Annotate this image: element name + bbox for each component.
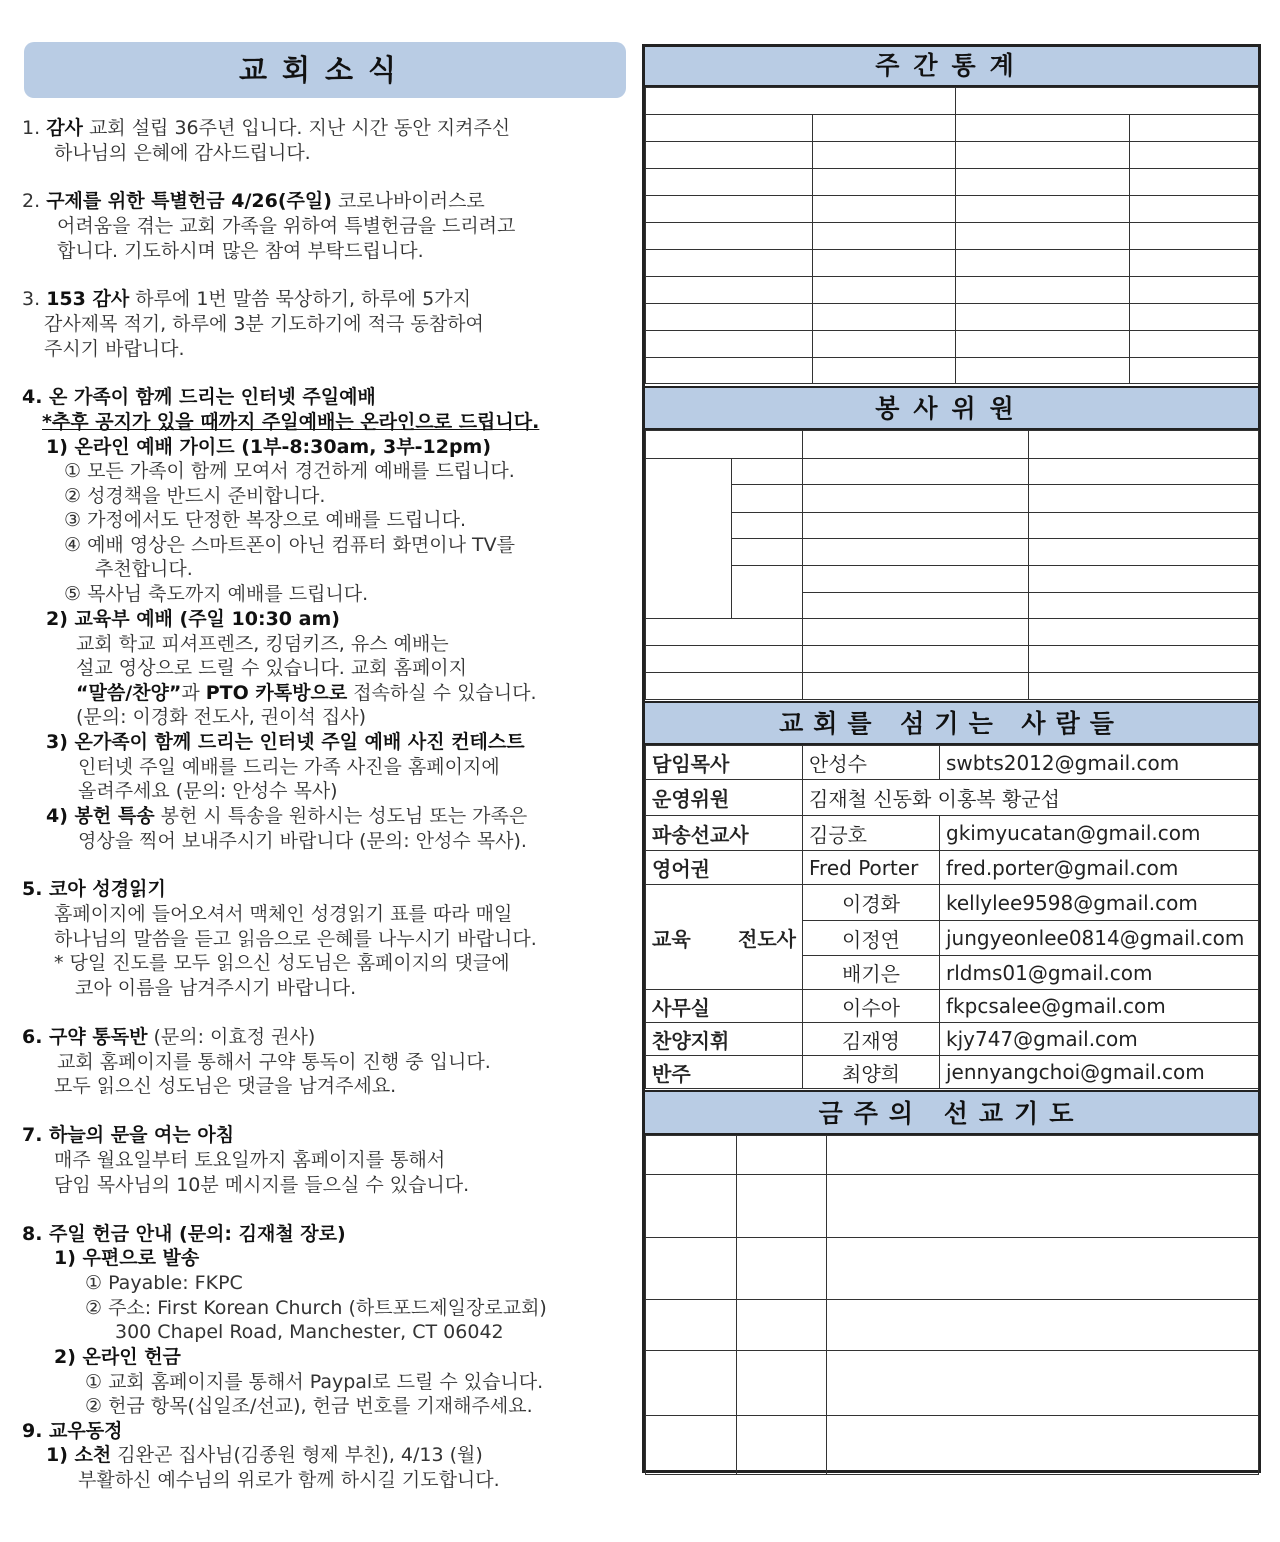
- item-heading: 구제를 위한 특별헌금 4/26(주일): [46, 190, 332, 212]
- staff-email: jungyeonlee0814@gmail.com: [940, 921, 1259, 956]
- item-heading: 153 감사: [46, 288, 130, 310]
- staff-row: [646, 816, 1259, 851]
- staff-email: gkimyucatan@gmail.com: [940, 816, 1259, 851]
- staff-name: 김재철 신동화 이홍복 황군섭: [803, 780, 1259, 816]
- stats-cell: [1130, 196, 1259, 223]
- volunteer-cell: [803, 431, 1029, 459]
- weekly-stats-title: 주간통계: [645, 47, 1258, 87]
- staff-name: 이정연: [803, 921, 940, 956]
- news-item-4-sub-4: [46, 804, 527, 828]
- sub-3-line: 올려주세요 (문의: 안성수 목사): [78, 780, 338, 802]
- stats-cell: [1130, 250, 1259, 277]
- news-item-9-line: 부활하신 예수님의 위로가 함께 하시길 기도합니다.: [78, 1469, 500, 1491]
- volunteer-cell: [732, 513, 803, 539]
- stats-cell: [813, 169, 956, 196]
- staff-role: 교육 전도사: [646, 885, 803, 990]
- volunteer-cell: [732, 539, 803, 566]
- prayer-cell: [646, 1238, 737, 1300]
- sub-2-text: 접속하실 수 있습니다.: [347, 682, 537, 704]
- staff-email: fred.porter@gmail.com: [940, 851, 1259, 885]
- staff-role: 사무실: [646, 990, 803, 1023]
- volunteer-cell: [803, 539, 1029, 566]
- volunteer-cell: [803, 646, 1029, 673]
- stats-cell: [1130, 331, 1259, 358]
- guide-item: ④ 예배 영상은 스마트폰이 아닌 컴퓨터 화면이나 TV를: [64, 534, 515, 556]
- volunteer-cell: [803, 485, 1029, 513]
- news-item-3-line: 주시기 바랍니다.: [44, 338, 185, 360]
- news-item-8-sub-2: 2) 온라인 헌금: [54, 1346, 181, 1368]
- guide-item: ③ 가정에서도 단정한 복장으로 예배를 드립니다.: [64, 509, 466, 531]
- church-news-title: 교회소식: [24, 42, 626, 98]
- stats-cell: [956, 88, 1259, 115]
- sub-heading: 1) 소천: [46, 1444, 112, 1466]
- mail-item: ② 주소: First Korean Church (하트포드제일장로교회): [85, 1297, 547, 1319]
- stats-cell: [1130, 277, 1259, 304]
- stats-cell: [646, 304, 813, 331]
- volunteer-cell: [646, 619, 803, 646]
- item-number: 2.: [22, 190, 41, 212]
- news-item-3-line: 감사제목 적기, 하루에 3분 기도하기에 적극 동참하여: [44, 313, 484, 335]
- staff-email: swbts2012@gmail.com: [940, 746, 1259, 780]
- volunteer-cell: [803, 566, 1029, 593]
- news-item-1: [22, 116, 510, 140]
- mail-item: ① Payable: FKPC: [85, 1272, 243, 1294]
- staff-row: [646, 990, 1259, 1023]
- news-item-2-line: 어려움을 겪는 교회 가족을 위하여 특별헌금을 드리려고: [57, 215, 516, 237]
- item-number: 1.: [22, 117, 41, 139]
- prayer-cell: [737, 1175, 827, 1238]
- volunteer-cell: [1029, 646, 1259, 673]
- stats-cell: [813, 115, 956, 142]
- staff-row: [646, 851, 1259, 885]
- online-item: ② 헌금 항목(십일조/선교), 헌금 번호를 기재해주세요.: [85, 1395, 533, 1417]
- prayer-cell: [737, 1136, 827, 1175]
- staff-email: jennyangchoi@gmail.com: [940, 1056, 1259, 1089]
- news-item-6-line: 교회 홈페이지를 통해서 구약 통독이 진행 중 입니다.: [57, 1051, 491, 1073]
- stats-cell: [956, 331, 1130, 358]
- guide-item: ② 성경책을 반드시 준비합니다.: [64, 485, 326, 507]
- volunteer-cell: [1029, 513, 1259, 539]
- news-item-7-heading: 7. 하늘의 문을 여는 아침: [22, 1124, 235, 1146]
- stats-cell: [956, 304, 1130, 331]
- staff-email: kellylee9598@gmail.com: [940, 885, 1259, 921]
- volunteer-cell: [1029, 485, 1259, 513]
- news-item-5-line: 홈페이지에 들어오셔서 맥체인 성경읽기 표를 따라 매일: [54, 903, 513, 925]
- news-item-9-sub-1: [46, 1443, 483, 1467]
- item-number: 3.: [22, 288, 41, 310]
- news-item-5-line: 코아 이름을 남겨주시기 바랍니다.: [75, 977, 357, 999]
- staff-row: [646, 746, 1259, 780]
- news-item-1-line: 하나님의 은혜에 감사드립니다.: [54, 142, 311, 164]
- sub-4-text: 봉헌 시 특송을 원하시는 성도님 또는 가족은: [154, 805, 528, 827]
- volunteer-cell: [1029, 539, 1259, 566]
- stats-cell: [646, 196, 813, 223]
- volunteer-cell: [732, 566, 803, 619]
- news-item-6-heading: [22, 1025, 315, 1049]
- stats-cell: [956, 358, 1130, 384]
- staff-name: 이수아: [803, 990, 940, 1023]
- volunteer-cell: [732, 485, 803, 513]
- news-item-7-line: 담임 목사님의 10분 메시지를 들으실 수 있습니다.: [54, 1174, 470, 1196]
- staff-role: 파송선교사: [646, 816, 803, 851]
- stats-cell: [813, 277, 956, 304]
- online-item: ① 교회 홈페이지를 통해서 Paypal로 드릴 수 있습니다.: [85, 1371, 544, 1393]
- guide-item-cont: 추천합니다.: [95, 558, 193, 580]
- volunteer-cell: [803, 459, 1029, 485]
- news-item-4-sub-2: 2) 교육부 예배 (주일 10:30 am): [46, 608, 340, 630]
- news-item-4-sub-1: 1) 온라인 예배 가이드 (1부-8:30am, 3부-12pm): [46, 436, 492, 458]
- stats-cell: [956, 250, 1130, 277]
- staff-email: rldms01@gmail.com: [940, 956, 1259, 990]
- staff-role: 운영위원: [646, 780, 803, 816]
- prayer-cell: [827, 1136, 1259, 1175]
- guide-item: ⑤ 목사님 축도까지 예배를 드립니다.: [64, 583, 369, 605]
- sub-2-line: 교회 학교 피셔프렌즈, 킹덤키즈, 유스 예배는: [76, 633, 449, 655]
- stats-cell: [646, 331, 813, 358]
- stats-cell: [646, 115, 813, 142]
- sub-text: 김완곤 집사님(김종원 형제 부친), 4/13 (월): [111, 1444, 483, 1466]
- prayer-cell: [827, 1300, 1259, 1351]
- item-heading: 감사: [46, 117, 83, 139]
- prayer-cell: [646, 1416, 737, 1475]
- news-item-5-line: 하나님의 말씀을 듣고 읽음으로 은혜를 나누시기 바랍니다.: [54, 928, 537, 950]
- staff-email: kjy747@gmail.com: [940, 1023, 1259, 1056]
- staff-role: 반주: [646, 1056, 803, 1089]
- stats-cell: [646, 277, 813, 304]
- sub-2-line: [76, 681, 537, 705]
- staff-row: [646, 1023, 1259, 1056]
- volunteer-cell: [1029, 459, 1259, 485]
- staff-table: [645, 745, 1259, 1089]
- volunteer-cell: [646, 646, 803, 673]
- staff-title: 교회를 섬기는 사람들: [645, 701, 1258, 745]
- staff-name: 이경화: [803, 885, 940, 921]
- guide-item: ① 모든 가족이 함께 모여서 경건하게 예배를 드립니다.: [64, 460, 515, 482]
- staff-role: 영어권: [646, 851, 803, 885]
- volunteer-cell: [1029, 619, 1259, 646]
- stats-cell: [813, 331, 956, 358]
- pto-label: PTO 카톡방으로: [205, 682, 348, 704]
- stats-cell: [1130, 358, 1259, 384]
- staff-name: 김긍호: [803, 816, 940, 851]
- news-item-4-notice: *추후 공지가 있을 때까지 주일예배는 온라인으로 드립니다.: [42, 411, 540, 433]
- item-heading: 6. 구약 통독반: [22, 1026, 148, 1048]
- info-panel: [642, 44, 1261, 1473]
- stats-cell: [1130, 142, 1259, 169]
- news-item-5-line: * 당일 진도를 모두 읽으신 성도님은 홈페이지의 댓글에: [54, 952, 510, 974]
- stats-cell: [1130, 223, 1259, 250]
- sub-3-line: 인터넷 주일 예배를 드리는 가족 사진을 홈페이지에: [78, 756, 500, 778]
- prayer-cell: [646, 1300, 737, 1351]
- staff-row: [646, 885, 1259, 921]
- sub-2-line: 설교 영상으로 드릴 수 있습니다. 교회 홈페이지: [76, 657, 468, 679]
- item-text: 하루에 1번 말씀 묵상하기, 하루에 5가지: [129, 288, 471, 310]
- volunteer-cell: [803, 593, 1029, 619]
- stats-cell: [646, 142, 813, 169]
- staff-row: [646, 780, 1259, 816]
- stats-cell: [813, 142, 956, 169]
- volunteers-title: 봉사위원: [645, 386, 1258, 430]
- news-item-2: [22, 189, 485, 213]
- stats-cell: [646, 250, 813, 277]
- stats-cell: [646, 169, 813, 196]
- prayer-cell: [737, 1351, 827, 1416]
- stats-cell: [813, 196, 956, 223]
- volunteer-cell: [803, 513, 1029, 539]
- news-item-4-sub-3: 3) 온가족이 함께 드리는 인터넷 주일 예배 사진 컨테스트: [46, 731, 525, 753]
- news-item-6-line: 모두 읽으신 성도님은 댓글을 남겨주세요.: [54, 1075, 397, 1097]
- stats-cell: [813, 223, 956, 250]
- prayer-cell: [827, 1351, 1259, 1416]
- stats-cell: [813, 250, 956, 277]
- stats-cell: [956, 223, 1130, 250]
- stats-cell: [1130, 169, 1259, 196]
- news-item-9-heading: 9. 교우동정: [22, 1420, 123, 1442]
- volunteer-cell: [646, 431, 803, 459]
- item-text: 교회 설립 36주년 입니다. 지난 시간 동안 지켜주신: [82, 117, 511, 139]
- prayer-cell: [827, 1175, 1259, 1238]
- sub-2-contact: (문의: 이경화 전도사, 권이석 집사): [76, 706, 367, 728]
- staff-role: 담임목사: [646, 746, 803, 780]
- news-item-8-heading: 8. 주일 헌금 안내 (문의: 김재철 장로): [22, 1223, 346, 1245]
- connector-text: 과: [181, 682, 206, 704]
- staff-name: Fred Porter: [803, 851, 940, 885]
- prayer-cell: [737, 1238, 827, 1300]
- volunteer-cell: [803, 619, 1029, 646]
- news-item-2-line: 합니다. 기도하시며 많은 참여 부탁드립니다.: [57, 240, 424, 262]
- news-item-8-sub-1: 1) 우편으로 발송: [54, 1247, 200, 1269]
- stats-cell: [646, 358, 813, 384]
- volunteer-cell: [803, 673, 1029, 700]
- volunteer-cell: [1029, 593, 1259, 619]
- prayer-cell: [737, 1416, 827, 1475]
- prayer-cell: [827, 1238, 1259, 1300]
- stats-cell: [956, 277, 1130, 304]
- mission-prayer-table: [645, 1135, 1259, 1475]
- staff-role: 찬양지휘: [646, 1023, 803, 1056]
- weekly-stats-table: [645, 87, 1259, 384]
- stats-cell: [956, 196, 1130, 223]
- prayer-cell: [737, 1300, 827, 1351]
- staff-name: 배기은: [803, 956, 940, 990]
- staff-name: 최양희: [803, 1056, 940, 1089]
- volunteers-table: [645, 430, 1259, 700]
- volunteer-cell: [732, 459, 803, 485]
- prayer-cell: [646, 1351, 737, 1416]
- staff-name: 김재영: [803, 1023, 940, 1056]
- news-item-5-heading: 5. 코아 성경읽기: [22, 878, 166, 900]
- volunteer-cell: [1029, 431, 1259, 459]
- stats-cell: [646, 223, 813, 250]
- news-item-7-line: 매주 월요일부터 토요일까지 홈페이지를 통해서: [54, 1149, 446, 1171]
- item-text: 코로나바이러스로: [331, 190, 485, 212]
- homepage-menu-label: “말씀/찬양”: [76, 682, 182, 704]
- stats-cell: [1130, 115, 1259, 142]
- stats-cell: [813, 304, 956, 331]
- item-contact: (문의: 이효정 권사): [147, 1026, 316, 1048]
- stats-cell: [1130, 304, 1259, 331]
- stats-cell: [813, 358, 956, 384]
- stats-cell: [646, 88, 956, 115]
- staff-name: 안성수: [803, 746, 940, 780]
- prayer-cell: [646, 1175, 737, 1238]
- prayer-cell: [646, 1136, 737, 1175]
- volunteer-cell: [1029, 566, 1259, 593]
- volunteer-cell: [1029, 673, 1259, 700]
- volunteer-cell: [646, 673, 803, 700]
- prayer-cell: [827, 1416, 1259, 1475]
- news-item-3: [22, 287, 471, 311]
- mission-prayer-title: 금주의 선교기도: [645, 1090, 1258, 1135]
- stats-cell: [956, 115, 1130, 142]
- sub-4-line: 영상을 찍어 보내주시기 바랍니다 (문의: 안성수 목사).: [78, 830, 527, 852]
- sub-4-heading: 4) 봉헌 특송: [46, 805, 155, 827]
- news-item-4-heading: 4. 온 가족이 함께 드리는 인터넷 주일예배: [22, 386, 376, 408]
- stats-cell: [956, 142, 1130, 169]
- staff-email: fkpcsalee@gmail.com: [940, 990, 1259, 1023]
- staff-row: [646, 1056, 1259, 1089]
- mail-address: 300 Chapel Road, Manchester, CT 06042: [115, 1321, 504, 1343]
- volunteer-cell: [646, 459, 732, 619]
- stats-cell: [956, 169, 1130, 196]
